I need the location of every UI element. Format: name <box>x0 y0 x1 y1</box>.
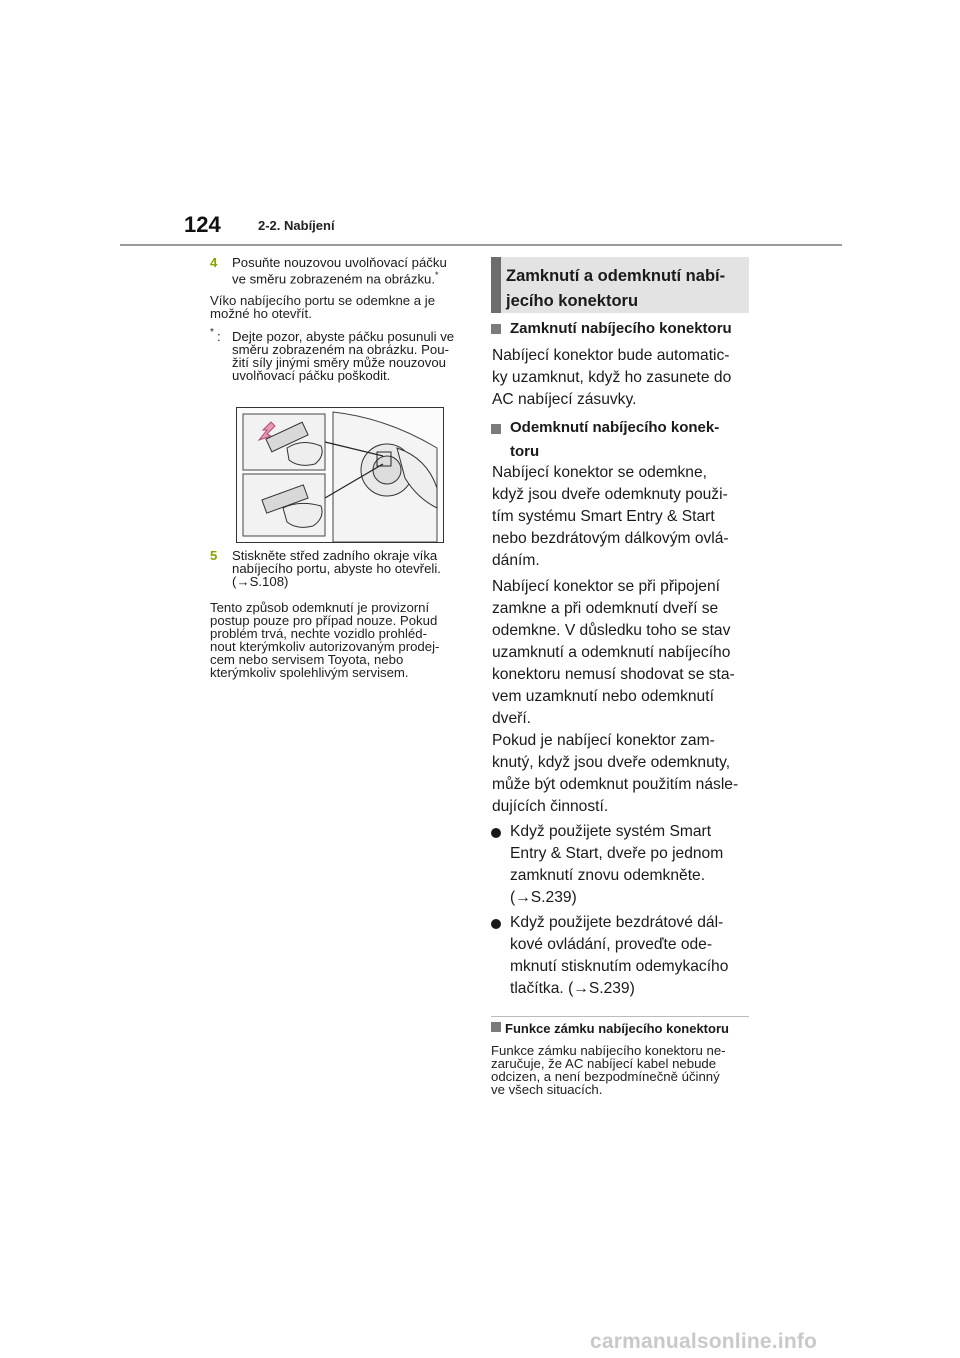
unlock-paragraph-3 <box>492 730 750 818</box>
bullet-item-smart-entry <box>510 821 750 909</box>
page-reference-link[interactable]: (→S.108) <box>232 574 289 589</box>
page-reference-link[interactable]: (→S.239) <box>510 889 577 906</box>
text-line: Když použijete bezdrátové dál- <box>510 914 724 931</box>
text-line: toru <box>510 443 540 460</box>
text-line: uzamknutí a odemknutí nabíjecího <box>492 644 731 661</box>
text-line: může být odemknut použitím násle- <box>492 776 739 793</box>
heading-line: Zamknutí a odemknutí nabí- <box>506 267 726 285</box>
lock-subheading: Zamknutí nabíjecího konektoru <box>510 320 732 337</box>
text-line: problém trvá, nechte vozidlo prohléd- <box>210 626 427 641</box>
text-line: knutý, když jsou dveře odemknuty, <box>492 754 731 771</box>
heading-line: jecího konektoru <box>506 292 639 310</box>
text-line: Funkce zámku nabíjecího konektoru ne- <box>491 1043 726 1058</box>
text-line: Když použijete systém Smart <box>510 823 712 840</box>
charging-port-illustration <box>236 407 444 543</box>
step-4-result <box>210 294 470 320</box>
lock-paragraph <box>492 345 750 411</box>
bullet-icon <box>491 828 501 838</box>
note-title: Funkce zámku nabíjecího konektoru <box>505 1021 729 1036</box>
step-number: 5 <box>210 548 218 563</box>
text-line: zamkne a při odemknutí dveří se <box>492 600 719 617</box>
text-line: odcizen, a není bezpodmínečně účinný <box>491 1069 720 1084</box>
step-5 <box>210 549 470 588</box>
text-line: tím systému Smart Entry & Start <box>492 508 715 525</box>
text-line: Pokud je nabíjecí konektor zam- <box>492 732 715 749</box>
text-line: žití síly jinými směry může nouzovou <box>232 355 446 370</box>
text-line: Entry & Start, dveře po jednom <box>510 845 724 862</box>
footnote-star: * <box>210 327 214 338</box>
bullet-item-remote <box>510 912 750 1000</box>
step-4-line-1: Posuňte nouzovou uvolňovací páčku <box>232 255 447 270</box>
text-line: zamknutí znovu odemkněte. <box>510 867 706 884</box>
emergency-note <box>210 601 470 679</box>
unlock-paragraph-2 <box>492 576 750 730</box>
step-number: 4 <box>210 255 218 270</box>
text-line: dveří. <box>492 710 531 727</box>
text-line: cem nebo servisem Toyota, nebo <box>210 652 404 667</box>
text-line: Víko nabíjecího portu se odemkne a je <box>210 293 436 308</box>
square-bullet-icon <box>491 421 505 435</box>
text-line: nabíjecího portu, abyste ho otevřeli. <box>232 561 441 576</box>
text-line: nout kterýmkoliv autorizovaným prodej- <box>210 639 440 654</box>
note-body <box>491 1044 753 1096</box>
section-title: 2-2. Nabíjení <box>258 218 335 233</box>
footnote <box>210 327 470 383</box>
text-line: Odemknutí nabíjecího konek- <box>510 419 720 436</box>
text-line: AC nabíjecí zásuvky. <box>492 391 637 408</box>
footnote-mark: * <box>435 270 439 280</box>
text-line: kové ovládání, proveďte ode- <box>510 936 713 953</box>
watermark: carmanualsonline.info <box>590 1330 818 1353</box>
text-line: Nabíjecí konektor se odemkne, <box>492 464 707 481</box>
text-line: možné ho otevřít. <box>210 306 312 321</box>
section-heading <box>506 264 749 314</box>
text-line: směru zobrazeném na obrázku. Pou- <box>232 342 449 357</box>
text-line: postup pouze pro případ nouze. Pokud <box>210 613 438 628</box>
text-line: dáním. <box>492 552 540 569</box>
text-line: zaručuje, že AC nabíjecí kabel nebude <box>491 1056 717 1071</box>
bullet-icon <box>491 919 501 929</box>
text-line: mknutí stisknutím odemykacího <box>510 958 729 975</box>
text-line: konektoru nemusí shodovat se sta- <box>492 666 735 683</box>
text-line: Stiskněte střed zadního okraje víka <box>232 548 438 563</box>
unlock-subheading <box>510 416 750 464</box>
text-line: Tento způsob odemknutí je provizorní <box>210 600 430 615</box>
text-line: dujících činností. <box>492 798 609 815</box>
text-line: nebo bezdrátovým dálkovým ovlá- <box>492 530 729 547</box>
text-line: ve všech situacích. <box>491 1082 603 1097</box>
square-bullet-icon <box>491 321 505 335</box>
step-4-line-2: ve směru zobrazeném na obrázku. <box>232 271 436 287</box>
text-line: když jsou dveře odemknuty použi- <box>492 486 728 503</box>
header-divider <box>120 244 842 246</box>
footnote-colon: : <box>217 329 221 344</box>
text-line: uvolňovací páčku poškodit. <box>232 368 391 383</box>
illustration-drawing <box>237 408 443 542</box>
page-reference-link[interactable]: tlačítka. (→S.239) <box>510 980 635 997</box>
text-line: kterýmkoliv spolehlivým servisem. <box>210 665 409 680</box>
unlock-paragraph-1 <box>492 462 750 572</box>
square-bullet-icon <box>491 1022 501 1032</box>
text-line: ky uzamknut, když ho zasunete do <box>492 369 732 386</box>
step-4 <box>210 256 470 285</box>
page-number: 124 <box>184 212 221 237</box>
text-line: Nabíjecí konektor se při připojení <box>492 578 720 595</box>
section-heading-bar <box>491 257 501 313</box>
text-line: odemkne. V důsledku toho se stav <box>492 622 731 639</box>
text-line: Dejte pozor, abyste páčku posunuli ve <box>232 329 455 344</box>
text-line: Nabíjecí konektor bude automatic- <box>492 347 730 364</box>
text-line: vem uzamknutí nebo odemknutí <box>492 688 714 705</box>
note-divider <box>491 1016 749 1017</box>
